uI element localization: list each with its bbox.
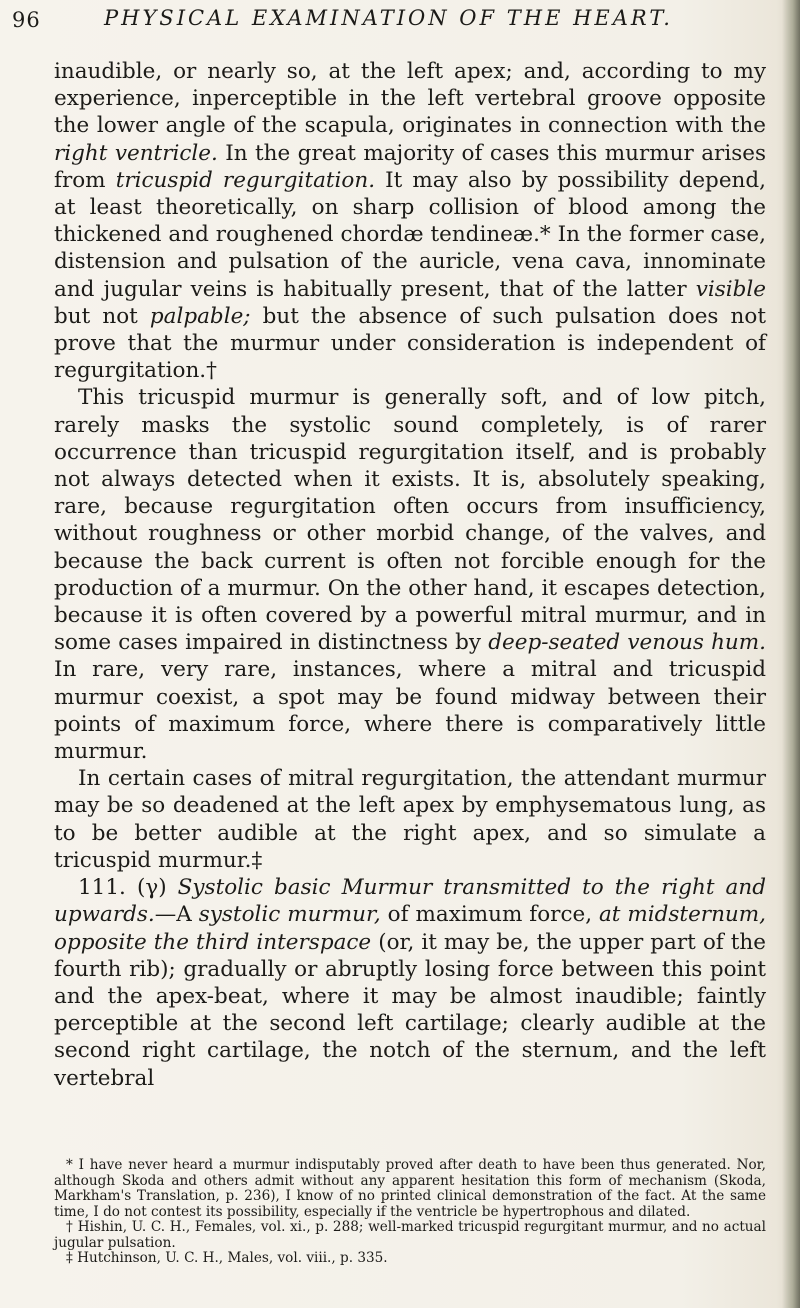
- paragraph-1: inaudible, or nearly so, at the left apex; and, according to my experience, inperceptible in the left vertebral groove opposite the lower angle of the scapula, originates in connection with the right ventricle. In the great majority of cases this murmur arises from tricuspid regurgitation. It may also by possibility depend, at least theoretically, on sharp collision of blood among the thickened and roughened chordæ tendineæ.* In the former case, distension and pulsation of the auricle, vena cava, innominate and jugular veins is habitually present, that of the latter visible but not palpable; but the absence of such pulsation does not prove that the murmur under consideration is independent of regurgitation.†: [54, 59, 766, 384]
- page-edge-shadow: [782, 0, 800, 1308]
- footnote-double-dagger: ‡ Hutchinson, U. C. H., Males, vol. viii., p. 335.: [66, 1250, 388, 1266]
- running-title: PHYSICAL EXAMINATION OF THE HEART.: [104, 6, 673, 30]
- running-header: [12, 6, 762, 42]
- footnote-star: * I have never heard a murmur indisputably proved after death to have been thus generated. Nor, although Skoda and others admit without any apparent hesitation this form of mechanism (Skoda, Markham's Translation, p. 236), I know of no printed clinical demonstration of the fact. At the same time, I do not contest its possibility, especially if the ventricle be hypertrophous and dilated.: [54, 1157, 766, 1220]
- footnotes: [54, 1158, 766, 1267]
- main-text: [54, 58, 766, 1092]
- page-number: 96: [12, 8, 41, 32]
- footnote-dagger: † Hishin, U. C. H., Females, vol. xi., p. 288; well-marked tricuspid regurgitant murmur, and no actual jugular pulsation.: [54, 1219, 766, 1251]
- paragraph-2: This tricuspid murmur is generally soft, and of low pitch, rarely masks the systolic sound completely, is of rarer occurrence than tricuspid regurgitation itself, and is probably not always detected when it exists. It is, absolutely speaking, rare, because regurgitation often occurs from insufficiency, without roughness or other morbid change, of the valves, and because the back current is often not forcible enough for the production of a murmur. On the other hand, it escapes detection, because it is often covered by a powerful mitral murmur, and in some cases impaired in distinctness by deep-seated venous hum. In rare, very rare, instances, where a mitral and tricuspid murmur coexist, a spot may be found midway between their points of maximum force, where there is comparatively little murmur.: [54, 385, 766, 765]
- paragraph-3: In certain cases of mitral regurgitation, the attendant murmur may be so deadened at the left apex by emphysematous lung, as to be better audible at the right apex, and so simulate a tricuspid murmur.‡: [54, 766, 766, 873]
- section-111: 111. (γ) Systolic basic Murmur transmitted to the right and upwards.—A systolic murmur, of maximum force, at midsternum, opposite the third interspace (or, it may be, the upper part of the fourth rib); gradually or abruptly losing force between this point and the apex-beat, where it may be almost inaudible; faintly perceptible at the second left cartilage; clearly audible at the second right cartilage, the notch of the sternum, and the left vertebral: [54, 875, 766, 1091]
